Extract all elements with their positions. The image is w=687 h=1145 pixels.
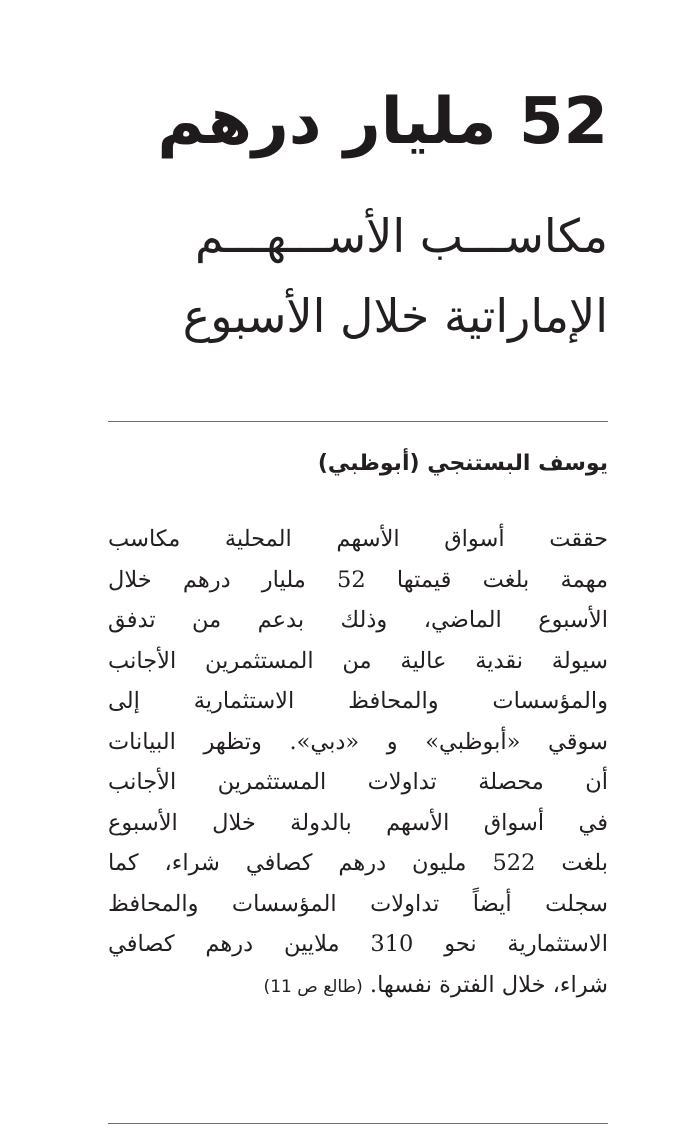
subheadline-line-2: الإماراتية خلال الأسبوع [182, 289, 608, 343]
bottom-divider [108, 1123, 608, 1124]
body-line: أن محصلة تداولات المستثمرين الأجانب [108, 769, 608, 795]
top-divider [108, 421, 608, 422]
body-line-text: شراء، خلال الفترة نفسها. [369, 971, 608, 998]
body-line-last [108, 965, 608, 1006]
body-line: سيولة نقدية عالية من المستثمرين الأجانب [108, 647, 608, 674]
body-line: والمؤسسات والمحافظ الاستثمارية إلى [108, 688, 608, 714]
page-reference: (طالع ص 11) [263, 976, 363, 997]
article-body [108, 519, 608, 1005]
body-line: سجلت أيضاً تداولات المؤسسات والمحافظ [108, 890, 608, 917]
subheadline-line-1: مكاســـب الأســـهـــم [194, 209, 608, 263]
body-line: في أسواق الأسهم بالدولة خلال الأسبوع [108, 809, 608, 836]
body-line: سوقي «أبوظبي» و «دبي». وتظهر البيانات [108, 728, 608, 755]
subheadline [108, 196, 608, 356]
byline: يوسف البستنجي (أبوظبي) [317, 451, 608, 476]
article [108, 0, 608, 1145]
body-line: الأسبوع الماضي، وذلك بدعم من تدفق [108, 607, 608, 633]
headline: 52 مليار درهم [157, 85, 608, 159]
body-line: مهمة بلغت قيمتها 52 مليار درهم خلال [108, 566, 608, 593]
body-line: بلغت 522 مليون درهم كصافي شراء، كما [108, 850, 608, 876]
body-line: حققت أسواق الأسهم المحلية مكاسب [108, 526, 608, 552]
body-line: الاستثمارية نحو 310 ملايين درهم كصافي [108, 931, 608, 957]
